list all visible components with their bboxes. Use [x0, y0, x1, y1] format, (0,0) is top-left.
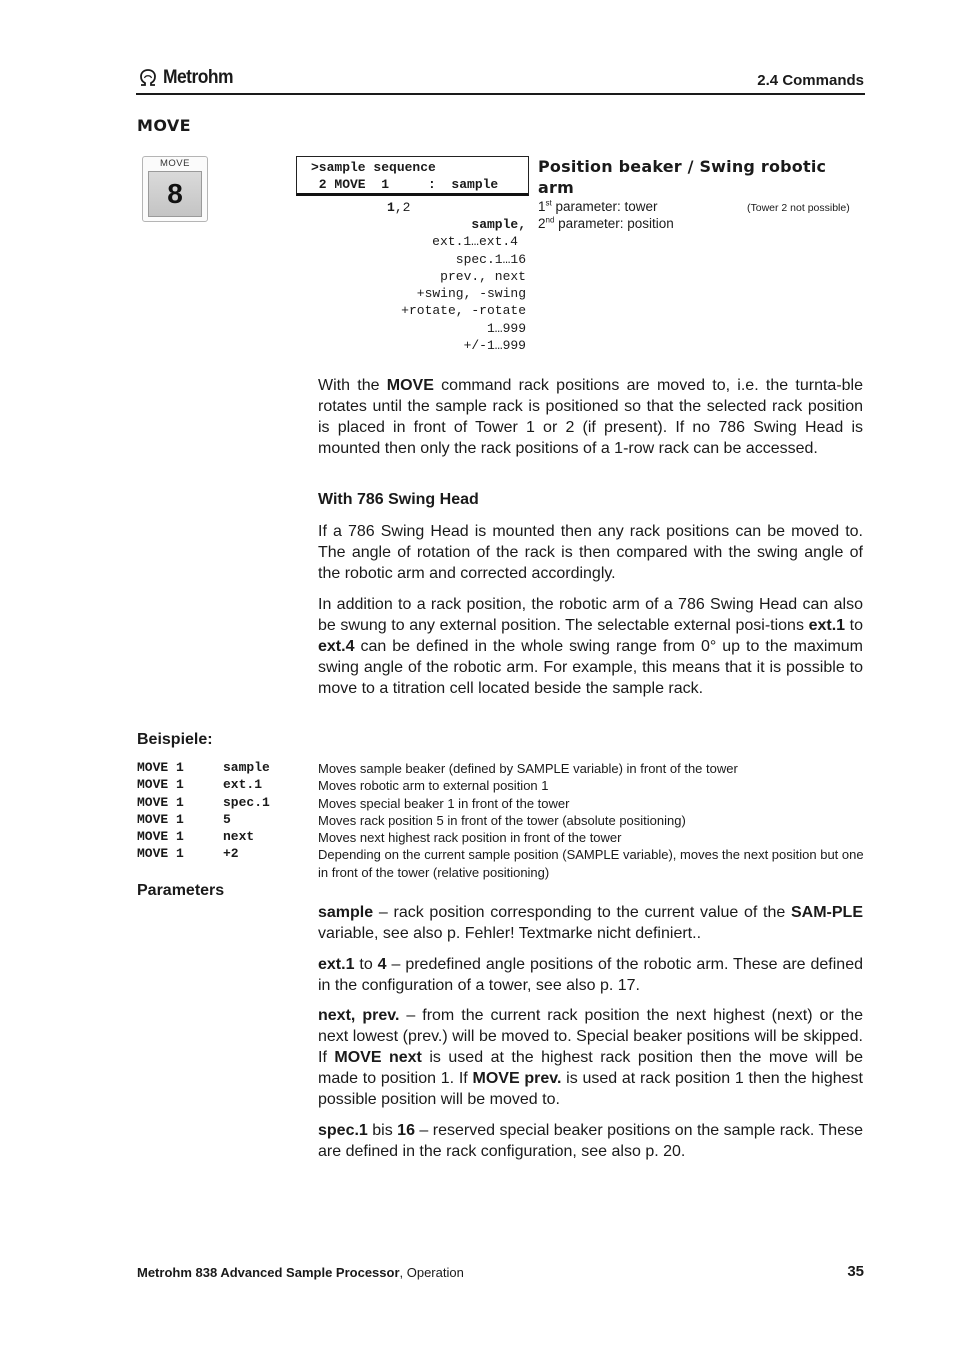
param-next-prev: next, prev. – from the current rack position the next highest (next) or the next lowest (prev.) will be moved to. Special beaker positions will be skipped. If MOVE next is used at the highest rack position then the move will be made to position 1. If MOVE prev. is used at rack position 1 then the highest possible position will be moved to.: [318, 1007, 863, 1108]
position-option: 1…999: [486, 321, 526, 336]
example-command: MOVE 1: [137, 812, 184, 827]
position-option: prev., next: [440, 269, 526, 284]
example-command: MOVE 1: [137, 795, 184, 810]
param-2: 2nd parameter: position: [538, 215, 674, 231]
example-description: Depending on the current sample position (SAMPLE variable), moves the next position but one in front of the tower (relative positioning): [318, 847, 864, 880]
intro-paragraph: With the MOVE command rack positions are moved to, i.e. the turnta-ble rotates until the sample rack is positioned so that the selected rack position is placed in front of Tower 1 or 2 (if present). If no 786 Swing Head is mounted then only the rack positions of a 1-row rack can be accessed.: [318, 377, 864, 457]
metrohm-logo: [137, 66, 239, 90]
key-digit: 8: [148, 171, 202, 217]
param-1-note: (Tower 2 not possible): [747, 202, 850, 214]
display-line-2: 2 MOVE 1 : sample: [311, 177, 499, 192]
move-key: [142, 156, 208, 222]
example-argument: spec.1: [223, 795, 270, 810]
position-option: spec.1…16: [455, 252, 526, 267]
param-sample: sample – rack position corresponding to the current value of the SAM-PLE variable, see also p. Fehler! Textmarke nicht definiert..: [318, 904, 863, 942]
footer-product: Metrohm 838 Advanced Sample Processor, Operation: [137, 1265, 464, 1280]
example-command: MOVE 1: [137, 760, 184, 775]
swing-paragraph-2: In addition to a rack position, the robotic arm of a 786 Swing Head can also be swung to any external position. The selectable external posi-tions ext.1 to ext.4 can be defined in the whole swing range from 0° up to the maximum swing angle of the robotic arm. For example, this means that it is possible to move to a titration cell located beside the sample rack.: [318, 596, 863, 697]
key-label: MOVE: [160, 158, 190, 169]
example-description: Moves next highest rack position in front of the tower: [318, 830, 622, 845]
examples-heading: Beispiele:: [137, 731, 213, 748]
example-argument: ext.1: [223, 777, 263, 792]
swing-paragraph-1: If a 786 Swing Head is mounted then any rack positions can be moved to. The angle of rotation of the rack is then compared with the swing angle of the robotic arm and corrected accordingly.: [318, 523, 863, 582]
page-number: 35: [847, 1263, 864, 1280]
swing-heading: With 786 Swing Head: [318, 491, 479, 508]
position-option: ext.1…ext.4: [432, 234, 518, 249]
example-argument: +2: [223, 846, 239, 861]
header-rule: [136, 93, 865, 95]
example-argument: next: [223, 829, 255, 844]
example-command: MOVE 1: [137, 846, 184, 861]
omega-icon: [137, 68, 159, 88]
position-option: +rotate, -rotate: [401, 303, 526, 318]
example-argument: sample: [223, 760, 270, 775]
example-description: Moves sample beaker (defined by SAMPLE variable) in front of the tower: [318, 761, 738, 776]
param-spec: spec.1 bis 16 – reserved special beaker positions on the sample rack. These are defined in the rack configuration, see also p. 20.: [318, 1122, 863, 1160]
param-ext: ext.1 to 4 – predefined angle positions of the robotic arm. These are defined in the configuration of a tower, see also p. 17.: [318, 956, 863, 994]
example-command: MOVE 1: [137, 777, 184, 792]
position-title: Position beaker / Swing robotic arm: [538, 157, 827, 197]
example-argument: 5: [223, 812, 231, 827]
tower-option-default: 1: [387, 200, 395, 215]
broken-reference: Fehler! Textmarke nicht definiert.: [464, 925, 697, 942]
position-option: +/-1…999: [463, 338, 526, 353]
tower-options: [387, 200, 410, 215]
display-line-1: >sample sequence: [311, 160, 436, 175]
example-description: Moves robotic arm to external position 1: [318, 778, 549, 793]
parameters-heading: Parameters: [137, 882, 225, 899]
position-option: sample,: [471, 217, 526, 232]
position-option: +swing, -swing: [416, 286, 526, 301]
tower-option-rest: ,2: [394, 200, 411, 215]
example-description: Moves special beaker 1 in front of the tower: [318, 796, 570, 811]
param-1: 1st parameter: tower: [538, 198, 658, 214]
example-description: Moves rack position 5 in front of the tower (absolute positioning): [318, 813, 686, 828]
example-command: MOVE 1: [137, 829, 184, 844]
section-title: 2.4 Commands: [757, 72, 864, 89]
logo-text: Metrohm: [163, 67, 233, 88]
page-title: MOVE: [137, 116, 192, 135]
